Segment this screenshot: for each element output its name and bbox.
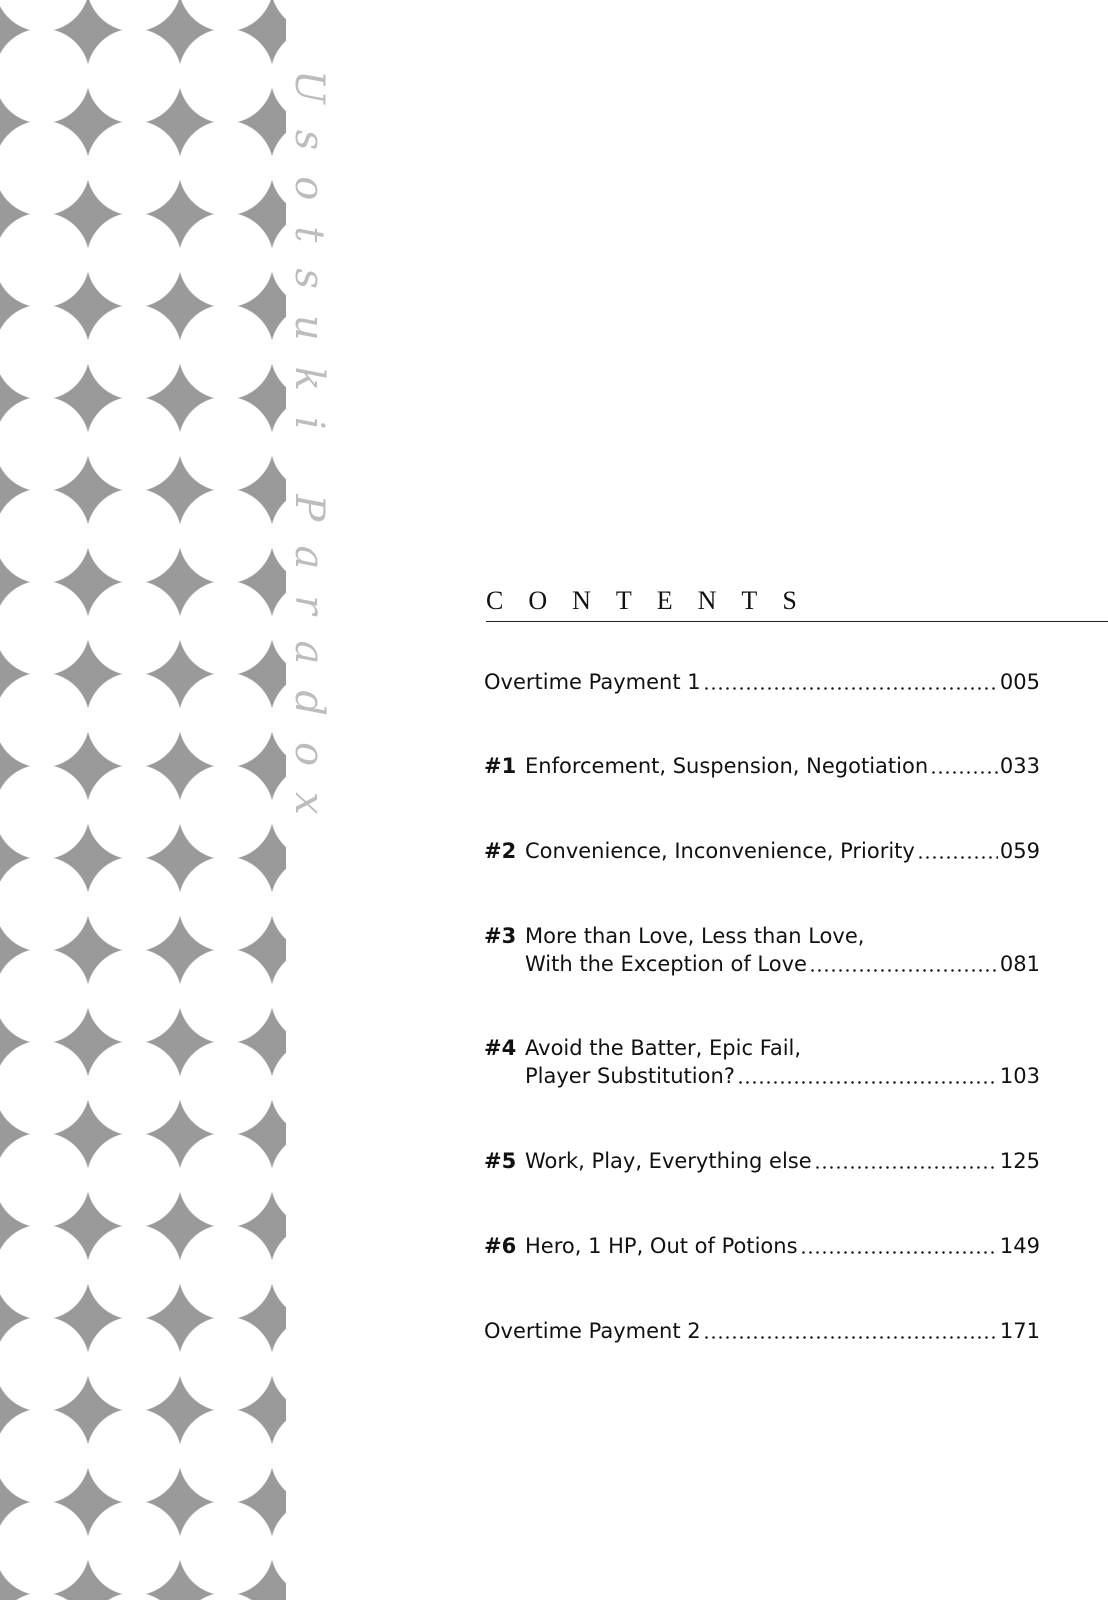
entry-page: 125 bbox=[999, 1149, 1040, 1173]
toc-entry[interactable] bbox=[484, 837, 1040, 865]
entry-page: 103 bbox=[999, 1064, 1040, 1088]
entry-title: Hero, 1 HP, Out of Potions bbox=[525, 1234, 798, 1258]
chapter-number: #5 bbox=[484, 1149, 517, 1173]
dot-leader bbox=[809, 969, 998, 972]
entry-page: 033 bbox=[999, 754, 1040, 778]
entry-page: 149 bbox=[999, 1234, 1040, 1258]
series-title-text: Usotsuki Paradox bbox=[286, 70, 332, 841]
toc-entry[interactable] bbox=[484, 1147, 1040, 1175]
entry-title: Overtime Payment 1 bbox=[484, 670, 701, 694]
dot-leader bbox=[814, 1166, 998, 1169]
dot-leader bbox=[737, 1081, 998, 1084]
heading-divider bbox=[486, 621, 1108, 622]
contents-heading: CONTENTS bbox=[486, 586, 822, 615]
chapter-number: #4 bbox=[484, 1036, 517, 1060]
entry-title-continued: Player Substitution? bbox=[525, 1064, 735, 1088]
vertical-series-title bbox=[286, 70, 336, 930]
toc-entry[interactable] bbox=[484, 1034, 1040, 1090]
entry-page: 171 bbox=[999, 1319, 1040, 1343]
dot-leader bbox=[917, 856, 998, 859]
entry-page: 081 bbox=[999, 952, 1040, 976]
entry-title: Avoid the Batter, Epic Fail, bbox=[525, 1036, 802, 1060]
entry-title: More than Love, Less than Love, bbox=[525, 924, 865, 948]
entry-title: Enforcement, Suspension, Negotiation bbox=[525, 754, 929, 778]
entry-title-continued: With the Exception of Love bbox=[525, 952, 807, 976]
entry-page: 059 bbox=[999, 839, 1040, 863]
toc-entry[interactable] bbox=[484, 1232, 1040, 1260]
dot-leader bbox=[703, 1336, 998, 1339]
chapter-number: #6 bbox=[484, 1234, 517, 1258]
entry-title: Overtime Payment 2 bbox=[484, 1319, 701, 1343]
toc-entry[interactable] bbox=[484, 922, 1040, 978]
dot-leader bbox=[703, 687, 998, 690]
chapter-number: #3 bbox=[484, 924, 517, 948]
decorative-pattern-strip bbox=[0, 0, 286, 1600]
toc-entry[interactable] bbox=[484, 1317, 1040, 1345]
toc-entry[interactable] bbox=[484, 668, 1040, 696]
entry-title: Convenience, Inconvenience, Priority bbox=[525, 839, 915, 863]
entry-title: Work, Play, Everything else bbox=[525, 1149, 812, 1173]
chapter-number: #1 bbox=[484, 754, 517, 778]
toc-entry[interactable] bbox=[484, 752, 1040, 780]
chapter-number: #2 bbox=[484, 839, 517, 863]
entry-page: 005 bbox=[999, 670, 1040, 694]
dot-leader bbox=[930, 771, 998, 774]
dot-leader bbox=[800, 1251, 998, 1254]
